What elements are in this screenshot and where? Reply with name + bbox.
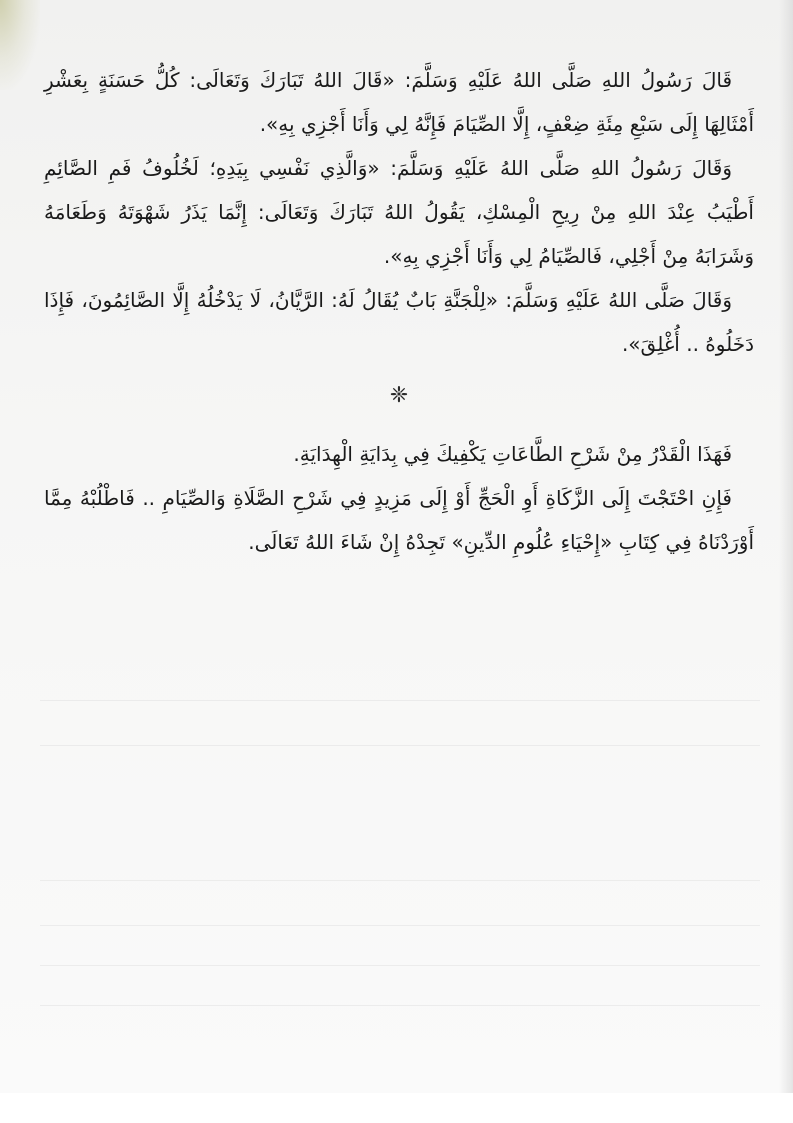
ornament-divider: ❈ [389,383,409,408]
conclusion-paragraph-1: فَهَذَا الْقَدْرُ مِنْ شَرْحِ الطَّاعَاتِ يَكْفِيكَ فِي بِدَايَةِ الْهِدَايَةِ. [293,442,732,466]
show-through-line [40,700,760,701]
page-corner-shadow [0,0,40,90]
show-through-line [40,880,760,881]
body-text [44,58,754,564]
hadith-paragraph-1: قَالَ رَسُولُ اللهِ صَلَّى اللهُ عَلَيْهِ وَسَلَّمَ: «قَالَ اللهُ تَبَارَكَ وَتَعَالَى: كُلُّ حَسَنَةٍ بِعَشْرِ أَمْثَالِهَا إِلَى سَبْعِ مِئَةِ ضِعْفٍ، إِلَّا الصِّيَامَ فَإِنَّهُ لِي وَأَنَا أَجْزِي بِهِ». [44,68,754,136]
page-edge-shadow [779,0,793,1123]
show-through-line [40,965,760,966]
page-bottom-margin [0,1093,793,1123]
conclusion-paragraph-2: فَإِنِ احْتَجْتَ إِلَى الزَّكَاةِ أَوِ الْحَجِّ أَوْ إِلَى مَزِيدٍ فِي شَرْحِ الصَّلَاةِ وَالصِّيَامِ .. فَاطْلُبْهُ مِمَّا أَوْرَدْنَاهُ فِي كِتَابِ «إِحْيَاءِ عُلُومِ الدِّينِ» تَجِدْهُ إِنْ شَاءَ اللهُ تَعَالَى. [44,486,754,554]
hadith-paragraph-3: وَقَالَ صَلَّى اللهُ عَلَيْهِ وَسَلَّمَ: «لِلْجَنَّةِ بَابٌ يُقَالُ لَهُ: الرَّيَّانُ، لَا يَدْخُلُهُ إِلَّا الصَّائِمُونَ، فَإِذَا دَخَلُوهُ .. أُغْلِقَ». [44,288,754,356]
show-through-line [40,925,760,926]
show-through-line [40,745,760,746]
hadith-paragraph-2: وَقَالَ رَسُولُ اللهِ صَلَّى اللهُ عَلَيْهِ وَسَلَّمَ: «وَالَّذِي نَفْسِي بِيَدِهِ؛ لَخُلُوفُ فَمِ الصَّائِمِ أَطْيَبُ عِنْدَ اللهِ مِنْ رِيحِ الْمِسْكِ، يَقُولُ اللهُ تَبَارَكَ وَتَعَالَى: إِنَّمَا يَذَرُ شَهْوَتَهُ وَطَعَامَهُ وَشَرَابَهُ مِنْ أَجْلِي، فَالصِّيَامُ لِي وَأَنَا أَجْزِي بِهِ». [44,156,754,268]
show-through-line [40,1005,760,1006]
section-gap [44,424,754,432]
